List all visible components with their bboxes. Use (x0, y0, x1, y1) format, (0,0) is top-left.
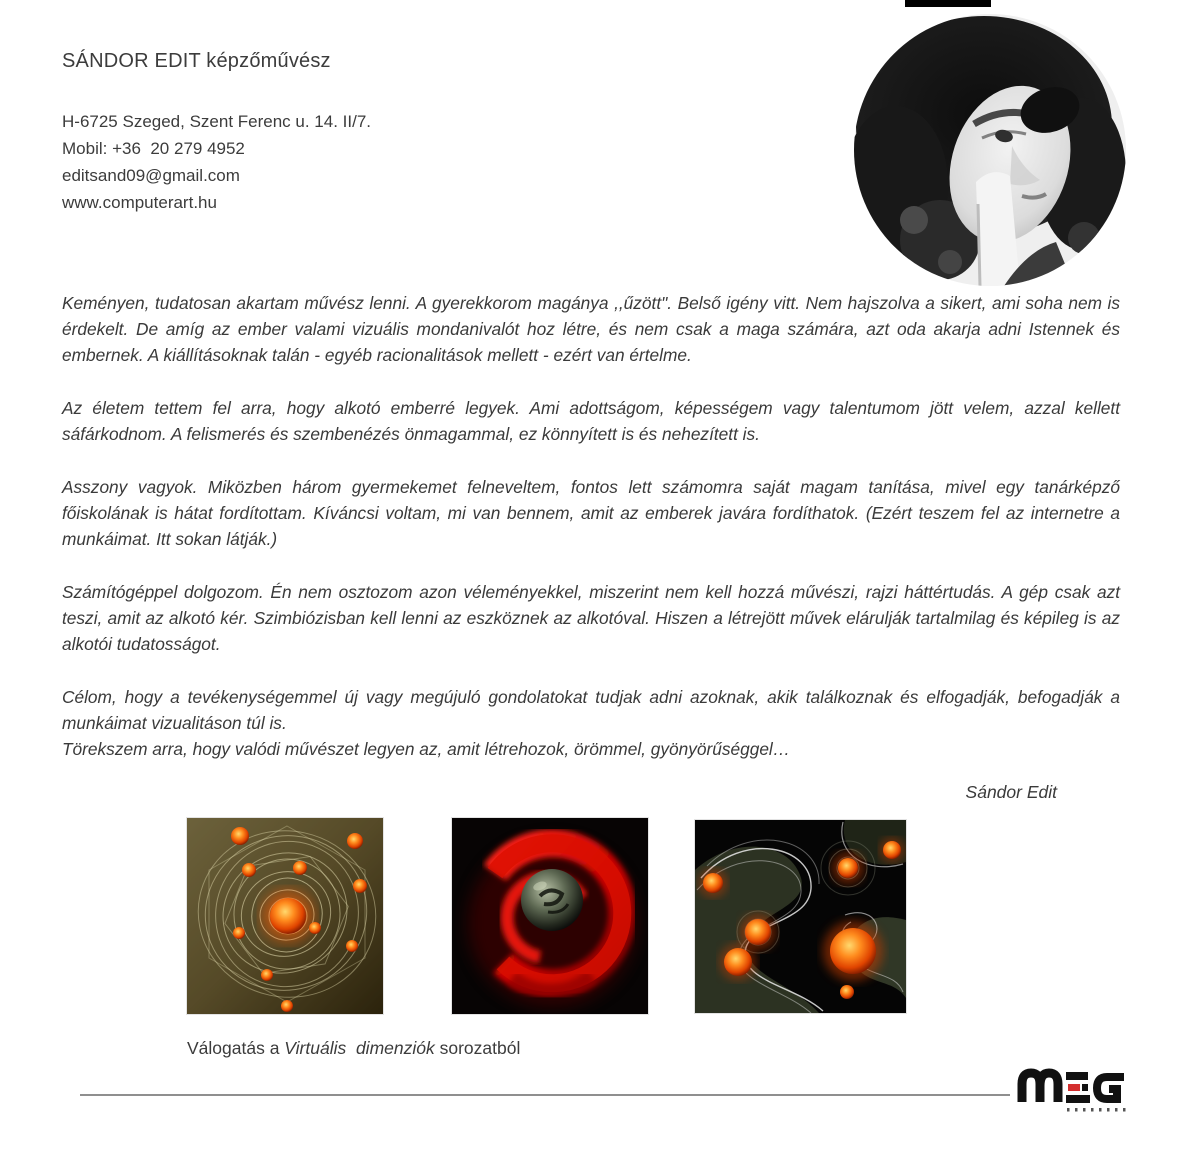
gallery-caption (187, 1038, 520, 1059)
bio-paragraph: Az életem tettem fel arra, hogy alkotó emberré legyek. Ami adottságom, képességem vagy talentumom jött velem, azzal kellett sáfárkodnom. A felismerés és szembenézés önmagammal, ez könnyített is és nehezített is. (62, 398, 1125, 444)
contact-email: editsand09@gmail.com (62, 166, 240, 185)
bio-paragraph: Számítógéppel dolgozom. Én nem osztozom azon véleményekkel, miszerint nem kell hozzá művészi, rajzi háttértudás. A gép csak azt teszi, amit az alkotó kér. Szimbiózisban kell lenni az eszköznek az alkotóval. Hiszen a létrejött művek elárulják tartalmilag és képileg is az alkotói tudatosságot. (62, 582, 1125, 654)
artwork-red-vortex (452, 818, 648, 1014)
top-black-bar (905, 0, 991, 7)
artwork-flow-field-image (695, 820, 906, 1013)
artwork-flow-field (695, 820, 906, 1013)
artwork-gold-spiral (187, 818, 383, 1014)
contact-block (62, 108, 371, 216)
contact-website: www.computerart.hu (62, 193, 217, 212)
bio-closing-line: Célom, hogy a tevékenységemmel új vagy megújuló gondolatokat tudjak adni azoknak, akik találkoznak és elfogadják, befogadják a munkáimat vizualitáson túl is. (62, 687, 1125, 733)
caption-series-title: Virtuális dimenziók (284, 1038, 435, 1058)
page-title: SÁNDOR EDIT képzőművész (62, 50, 331, 72)
bio-paragraph: Keményen, tudatosan akartam művész lenni. A gyerekkorom magánya ,,űzött". Belső igény vitt. Nem hajszolva a sikert, ami soha nem is érdekelt. De amíg az ember valami vizuális mondanivalót hoz létre, és nem csak a maga számára, azt oda akarja adni Istennek és embernek. A kiállításoknak talán - egyéb racionalitások mellett - ezért van értelme. (62, 293, 1125, 365)
contact-mobile: Mobil: +36 20 279 4952 (62, 139, 245, 158)
caption-suffix: sorozatból (434, 1038, 521, 1058)
m2g-logo (1012, 1056, 1132, 1114)
signature: Sándor Edit (965, 782, 1057, 802)
artwork-gold-spiral-image (187, 818, 383, 1014)
m2g-logo-icon (1012, 1056, 1132, 1114)
artwork-red-vortex-image (452, 818, 648, 1014)
portrait-photo (854, 14, 1126, 286)
bio-paragraph: Asszony vagyok. Miközben három gyermekemet felneveltem, fontos lett számomra saját magam tanítása, mivel egy tanárképző főiskolának is hátat fordítottam. Kíváncsi voltam, mi van bennem, amit az emberek javára fordíthatok. (Ezért teszem fel az internetre a munkáimat. Itt sokan látják.) (62, 477, 1125, 549)
artist-statement (62, 290, 1125, 762)
contact-address: H-6725 Szeged, Szent Ferenc u. 14. II/7. (62, 112, 372, 131)
bio-closing-line: Törekszem arra, hogy valódi művészet legyen az, amit létrehozok, örömmel, gyönyörűséggel… (62, 739, 791, 759)
portrait-image (854, 14, 1126, 286)
bio-closing-block (62, 684, 1125, 762)
caption-prefix: Válogatás a (187, 1038, 285, 1058)
footer-rule (80, 1094, 1010, 1096)
